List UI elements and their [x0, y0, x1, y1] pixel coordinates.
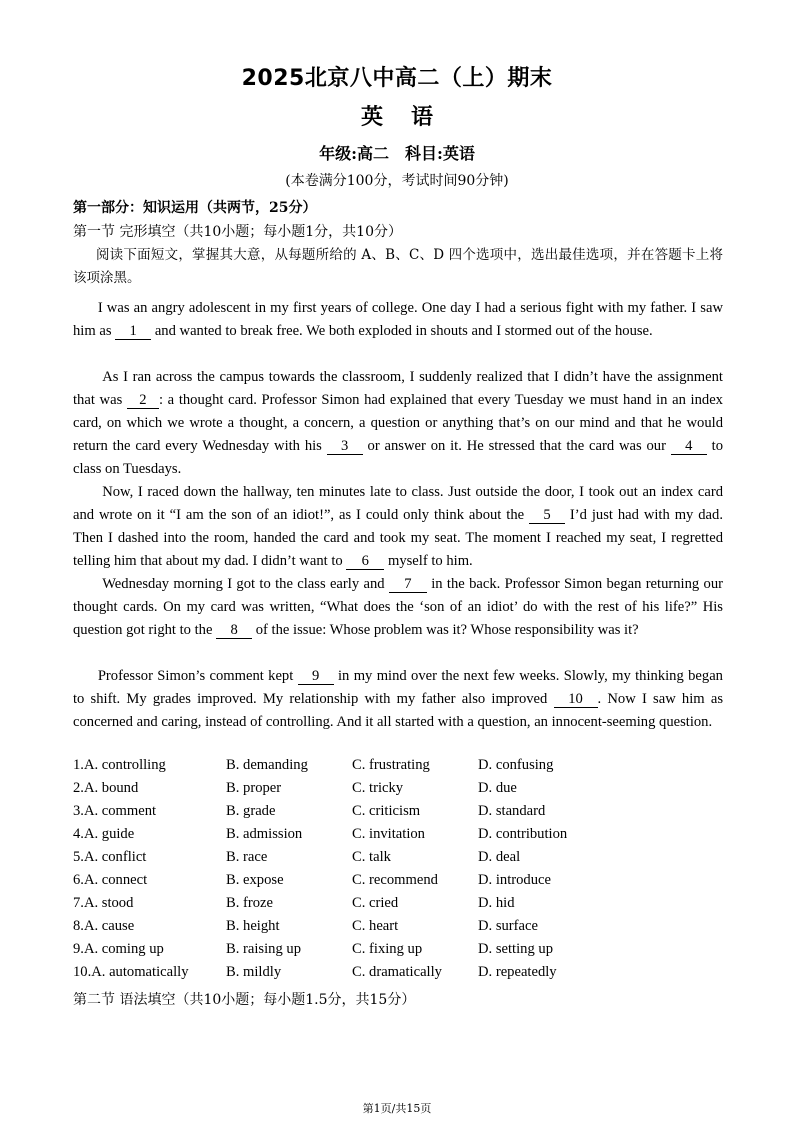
option-b: B. admission — [226, 826, 303, 842]
grade-subject-line: 年级:高二 科目:英语 — [319, 144, 475, 163]
option-d: D. surface — [478, 918, 538, 934]
blank-9: 9 — [298, 668, 334, 685]
option-c: C. fixing up — [352, 941, 423, 957]
option-d: D. standard — [478, 803, 546, 819]
option-d: D. confusing — [478, 757, 554, 773]
option-d: D. setting up — [478, 941, 553, 957]
option-c: C. talk — [352, 849, 391, 865]
passage-paragraph-3: Now, I raced down the hallway, ten minutes late to class. Just outside the door, I took out an index card and wrote on it “I am the son of an idiot!”, as I could only think about the 5 I’d just had with my dad. Then I dashed into the room, handed the card and took my seat. The moment I reached my seat, I regretted telling him that about my dad. I didn’t want to 6 myself to him. — [73, 484, 723, 569]
option-a: 3.A. comment — [73, 803, 157, 819]
option-row — [73, 803, 723, 826]
option-c: C. tricky — [352, 780, 404, 796]
passage-paragraph-5: Professor Simon’s comment kept 9 in my mind over the next few weeks. Slowly, my thinking began to shift. My grades improved. My relationship with my father also improved 10 . Now I saw him as concerned and caring, instead of controlling. And it all started with a question, an innocent-seeming question. — [73, 668, 723, 730]
option-row — [73, 757, 723, 780]
option-b: B. mildly — [226, 964, 282, 980]
option-b: B. froze — [226, 895, 274, 911]
option-row — [73, 964, 723, 987]
blank-5: 5 — [529, 507, 565, 524]
blank-2: 2 — [127, 392, 159, 409]
option-c: C. dramatically — [352, 964, 442, 980]
option-c: C. cried — [352, 895, 399, 911]
passage-paragraph-1: I was an angry adolescent in my first years of college. One day I had a serious fight with my father. I saw him as 1 and wanted to break free. We both exploded in shouts and I stormed out of the house. — [73, 300, 723, 339]
option-b: B. expose — [226, 872, 284, 888]
option-row — [73, 872, 723, 895]
blank-3: 3 — [327, 438, 363, 455]
section2-heading: 第二节 语法填空（共10小题；每小题1.5分，共15分） — [73, 992, 416, 1008]
option-d: D. introduce — [478, 872, 551, 888]
subject-title: 英语 — [360, 105, 461, 130]
option-a: 2.A. bound — [73, 780, 139, 796]
option-row — [73, 895, 723, 918]
option-b: B. raising up — [226, 941, 301, 957]
option-c: C. criticism — [352, 803, 421, 819]
option-d: D. due — [478, 780, 517, 796]
option-a: 6.A. connect — [73, 872, 148, 888]
option-d: D. contribution — [478, 826, 568, 842]
option-b: B. grade — [226, 803, 276, 819]
option-row — [73, 941, 723, 964]
option-a: 1.A. controlling — [73, 757, 166, 773]
option-a: 5.A. conflict — [73, 849, 147, 865]
option-a: 10.A. automatically — [73, 964, 189, 980]
option-a: 7.A. stood — [73, 895, 134, 911]
exam-title: 2025北京八中高二（上）期末 — [241, 66, 553, 91]
page-number: 第1页/共15页 — [362, 1102, 432, 1115]
option-b: B. race — [226, 849, 268, 865]
option-c: C. invitation — [352, 826, 425, 842]
option-row — [73, 918, 723, 941]
section1-heading: 第一节 完形填空（共10小题；每小题1分，共10分） — [73, 224, 402, 240]
blank-1: 1 — [115, 323, 151, 340]
option-b: B. height — [226, 918, 280, 934]
option-c: C. heart — [352, 918, 399, 934]
option-d: D. hid — [478, 895, 515, 911]
option-d: D. repeatedly — [478, 964, 557, 980]
blank-8: 8 — [216, 622, 252, 639]
exam-info: (本卷满分100分，考试时间90分钟) — [285, 173, 509, 189]
option-a: 8.A. cause — [73, 918, 135, 934]
option-b: B. demanding — [226, 757, 308, 773]
instructions: 阅读下面短文，掌握其大意，从每题所给的 A、B、C、D 四个选项中，选出最佳选项，并在答题卡上将该项涂黑。 — [73, 247, 723, 286]
option-row — [73, 849, 723, 872]
passage-paragraph-2: As I ran across the campus towards the classroom, I suddenly realized that I didn’t have the assignment that was 2 : a thought card. Professor Simon had explained that every Tuesday we must hand in an index card, on which we wrote a thought, a concern, a question or anything that’s on our mind and that he would return the card every Wednesday with his 3 or answer on it. He stressed that the card was our 4 to class on Tuesdays. — [73, 369, 723, 477]
option-b: B. proper — [226, 780, 282, 796]
blank-10: 10 — [554, 691, 598, 708]
option-c: C. frustrating — [352, 757, 430, 773]
option-a: 4.A. guide — [73, 826, 135, 842]
option-d: D. deal — [478, 849, 521, 865]
blank-7: 7 — [389, 576, 427, 593]
blank-6: 6 — [346, 553, 384, 570]
option-row — [73, 780, 723, 803]
option-c: C. recommend — [352, 872, 438, 888]
options-list — [73, 757, 723, 987]
passage-paragraph-4: Wednesday morning I got to the class early and 7 in the back. Professor Simon began returning our thought cards. On my card was written, “What does the ‘son of an idiot’ do with the rest of his life?” His question got right to the 8 of the issue: Whose problem was it? Whose responsibility was it? — [73, 576, 723, 638]
option-row — [73, 826, 723, 849]
option-a: 9.A. coming up — [73, 941, 164, 957]
part1-heading: 第一部分：知识运用（共两节，25分） — [73, 200, 317, 216]
blank-4: 4 — [671, 438, 707, 455]
